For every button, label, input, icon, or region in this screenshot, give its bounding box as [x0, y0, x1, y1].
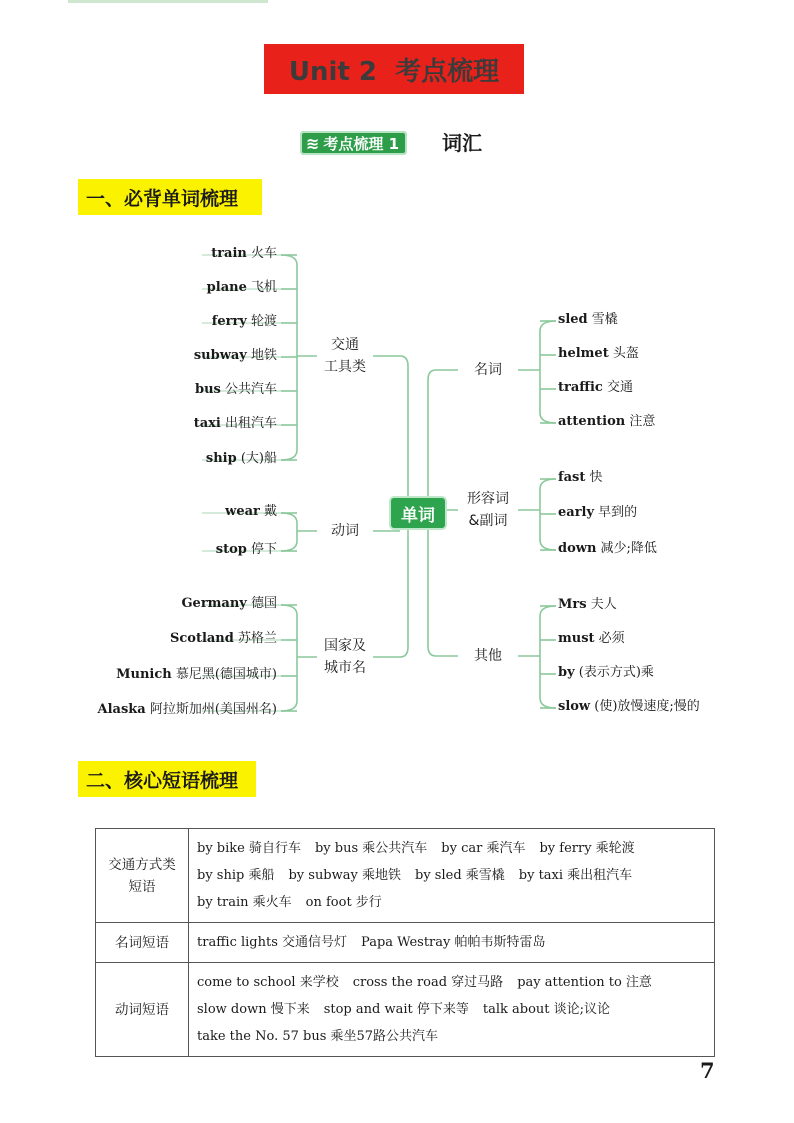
- mindmap-word: traffic 交通: [558, 380, 633, 395]
- phrase-line: [197, 1023, 706, 1050]
- phrase-item: by ship 乘船: [197, 868, 275, 883]
- mindmap-word: ferry 轮渡: [211, 314, 277, 329]
- mindmap-word: Germany 德国: [181, 596, 277, 611]
- row-label: 名词短语: [96, 923, 189, 963]
- mindmap-word: wear 戴: [225, 504, 277, 519]
- phrase-item: by sled 乘雪橇: [415, 868, 505, 883]
- phrase-line: [197, 929, 706, 956]
- mindmap-word: slow (使)放慢速度;慢的: [558, 699, 700, 714]
- mindmap-word: Munich 慕尼黑(德国城市): [116, 667, 277, 682]
- unit-title: Unit 2 考点梳理: [264, 44, 524, 94]
- mindmap-word: taxi 出租汽车: [193, 416, 277, 431]
- mindmap-word: by (表示方式)乘: [558, 665, 654, 680]
- phrase-line: [197, 996, 706, 1023]
- table-row: [96, 829, 715, 923]
- phrase-item: take the No. 57 bus 乘坐57路公共汽车: [197, 1029, 439, 1044]
- mindmap-category: 其他: [474, 648, 502, 664]
- mindmap-word: ship (大)船: [205, 451, 277, 466]
- phrase-item: stop and wait 停下来等: [323, 1002, 469, 1017]
- row-label: 动词短语: [96, 963, 189, 1057]
- phrase-item: talk about 谈论;议论: [482, 1002, 611, 1017]
- connector-line: [281, 605, 297, 711]
- table-row: [96, 923, 715, 963]
- phrase-item: come to school 来学校: [197, 975, 339, 990]
- mindmap-word: Alaska 阿拉斯加州(美国州名): [97, 702, 277, 717]
- row-phrases: [189, 923, 715, 963]
- phrase-item: by taxi 乘出租汽车: [518, 868, 633, 883]
- part1-heading: 一、必背单词梳理: [78, 179, 262, 215]
- phrase-item: cross the road 穿过马路: [352, 975, 504, 990]
- connector-line: [540, 321, 556, 423]
- phrase-item: by subway 乘地铁: [288, 868, 401, 883]
- connector-line: [281, 513, 297, 551]
- section-title: 词汇: [442, 131, 482, 155]
- part2-heading: 二、核心短语梳理: [78, 761, 256, 797]
- mindmap-word: plane 飞机: [206, 280, 277, 295]
- mindmap-word: bus 公共汽车: [194, 382, 277, 397]
- phrase-item: slow down 慢下来: [197, 1002, 310, 1017]
- mindmap-word: early 早到的: [558, 505, 638, 520]
- mindmap-word: fast 快: [558, 470, 603, 485]
- mindmap-category: 形容词 &副词: [467, 491, 509, 529]
- mindmap-word: Scotland 苏格兰: [169, 631, 277, 646]
- phrase-item: on foot 步行: [305, 895, 382, 910]
- phrase-item: by bus 乘公共汽车: [314, 841, 428, 856]
- mindmap-word: sled 雪橇: [558, 312, 618, 327]
- phrase-line: [197, 835, 706, 862]
- phrase-item: pay attention to 注意: [517, 975, 652, 990]
- mindmap-category: 国家及 城市名: [324, 638, 366, 676]
- phrase-item: by train 乘火车: [197, 895, 292, 910]
- wave-icon: ≋: [306, 133, 320, 153]
- mindmap-word: stop 停下: [215, 542, 277, 557]
- phrase-item: Papa Westray 帕帕韦斯特雷岛: [361, 935, 546, 950]
- mindmap-word: down 减少;降低: [558, 541, 657, 556]
- phrase-item: traffic lights 交通信号灯: [197, 935, 348, 950]
- mindmap-word: Mrs 夫人: [558, 597, 617, 612]
- section-badge-label: 考点梳理 1: [323, 134, 400, 153]
- connector-line: [540, 606, 556, 708]
- row-phrases: [189, 829, 715, 923]
- phrase-item: by car 乘汽车: [441, 841, 526, 856]
- phrase-line: [197, 889, 706, 916]
- mindmap-category: 交通 工具类: [324, 337, 366, 375]
- phrases-table: [95, 828, 715, 1057]
- mindmap-word: attention 注意: [558, 414, 656, 429]
- phrase-line: [197, 969, 706, 996]
- mindmap-word: train 火车: [211, 246, 277, 261]
- row-label: 交通方式类 短语: [96, 829, 189, 923]
- phrase-line: [197, 862, 706, 889]
- phrase-item: by bike 骑自行车: [197, 841, 301, 856]
- mindmap-center-node: 单词: [389, 496, 447, 530]
- row-phrases: [189, 963, 715, 1057]
- mindmap-category: 动词: [331, 523, 359, 539]
- phrase-item: by ferry 乘轮渡: [539, 841, 635, 856]
- table-row: [96, 963, 715, 1057]
- mindmap-word: must 必须: [558, 631, 625, 646]
- mindmap-category: 名词: [474, 362, 502, 378]
- mindmap-word: subway 地铁: [193, 348, 277, 363]
- page-number: 7: [700, 1058, 715, 1083]
- mindmap-word: helmet 头盔: [558, 346, 639, 361]
